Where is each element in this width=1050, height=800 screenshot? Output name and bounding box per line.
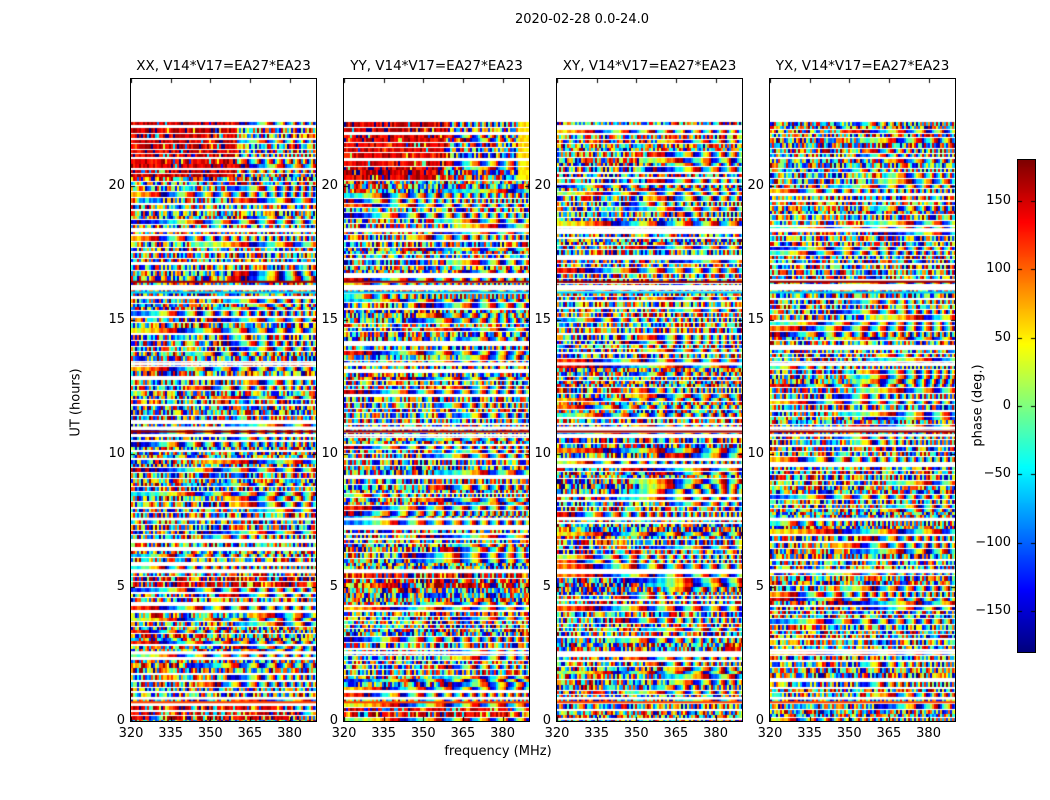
y-tick-label: 0 [116, 713, 125, 728]
x-tick-label: 320 [331, 726, 357, 741]
x-tick-label: 335 [797, 726, 823, 741]
x-tick-label: 350 [197, 726, 223, 741]
y-tick-label: 10 [108, 445, 125, 461]
phase-heatmap-canvas [131, 79, 316, 721]
x-tick-label: 380 [703, 726, 728, 741]
x-tick-label: 350 [836, 726, 862, 741]
heatmap-panel [130, 78, 317, 722]
colorbar-tick-label: −50 [983, 466, 1011, 481]
phase-heatmap-canvas [557, 79, 742, 721]
colorbar [1017, 159, 1036, 653]
x-tick-label: 320 [544, 726, 570, 741]
y-tick-label: 10 [534, 445, 551, 461]
x-tick-label: 320 [118, 726, 144, 741]
y-tick-label: 20 [534, 178, 551, 193]
y-tick-label: 10 [747, 445, 764, 461]
y-tick-label: 5 [755, 579, 764, 595]
colorbar-tick-label: 0 [1002, 398, 1011, 413]
x-tick-label: 335 [371, 726, 397, 741]
colorbar-canvas [1018, 160, 1035, 652]
y-tick-label: 15 [534, 311, 551, 327]
colorbar-tick-label: −150 [975, 603, 1011, 618]
panel-title: YX, V14*V17=EA27*EA23 [775, 58, 950, 74]
x-tick-label: 350 [623, 726, 649, 741]
y-tick-label: 5 [116, 579, 125, 595]
heatmap-panel [769, 78, 956, 722]
x-tick-label: 380 [916, 726, 941, 741]
panel-title: YY, V14*V17=EA27*EA23 [350, 58, 523, 74]
phase-heatmap-canvas [770, 79, 955, 721]
y-tick-label: 15 [108, 311, 125, 327]
y-axis-label: UT (hours) [68, 368, 84, 437]
y-tick-label: 20 [321, 178, 338, 193]
colorbar-tick-label: −100 [975, 535, 1011, 550]
panel-title: XX, V14*V17=EA27*EA23 [136, 58, 311, 74]
y-tick-label: 15 [747, 311, 764, 327]
y-tick-label: 5 [542, 579, 551, 595]
colorbar-label: phase (deg.) [970, 364, 986, 447]
colorbar-tick-label: 100 [986, 261, 1011, 276]
phase-heatmap-canvas [344, 79, 529, 721]
y-tick-label: 10 [321, 445, 338, 461]
x-tick-label: 365 [237, 726, 263, 741]
x-tick-label: 350 [410, 726, 436, 741]
x-tick-label: 335 [584, 726, 610, 741]
y-tick-label: 0 [542, 713, 551, 728]
x-tick-label: 380 [490, 726, 515, 741]
x-tick-label: 365 [450, 726, 476, 741]
colorbar-tick-label: 150 [986, 193, 1011, 208]
x-axis-label: frequency (MHz) [444, 744, 552, 759]
x-tick-label: 380 [277, 726, 302, 741]
colorbar-tick-label: 50 [994, 330, 1011, 345]
figure-title: 2020-02-28 0.0-24.0 [515, 12, 649, 27]
x-tick-label: 365 [876, 726, 902, 741]
y-tick-label: 0 [755, 713, 764, 728]
y-tick-label: 15 [321, 311, 338, 327]
y-tick-label: 5 [329, 579, 338, 595]
heatmap-panel [556, 78, 743, 722]
y-tick-label: 0 [329, 713, 338, 728]
y-tick-label: 20 [747, 178, 764, 193]
y-tick-label: 20 [108, 178, 125, 193]
x-tick-label: 335 [158, 726, 184, 741]
panel-title: XY, V14*V17=EA27*EA23 [562, 58, 737, 74]
heatmap-panel [343, 78, 530, 722]
x-tick-label: 320 [757, 726, 783, 741]
x-tick-label: 365 [663, 726, 689, 741]
